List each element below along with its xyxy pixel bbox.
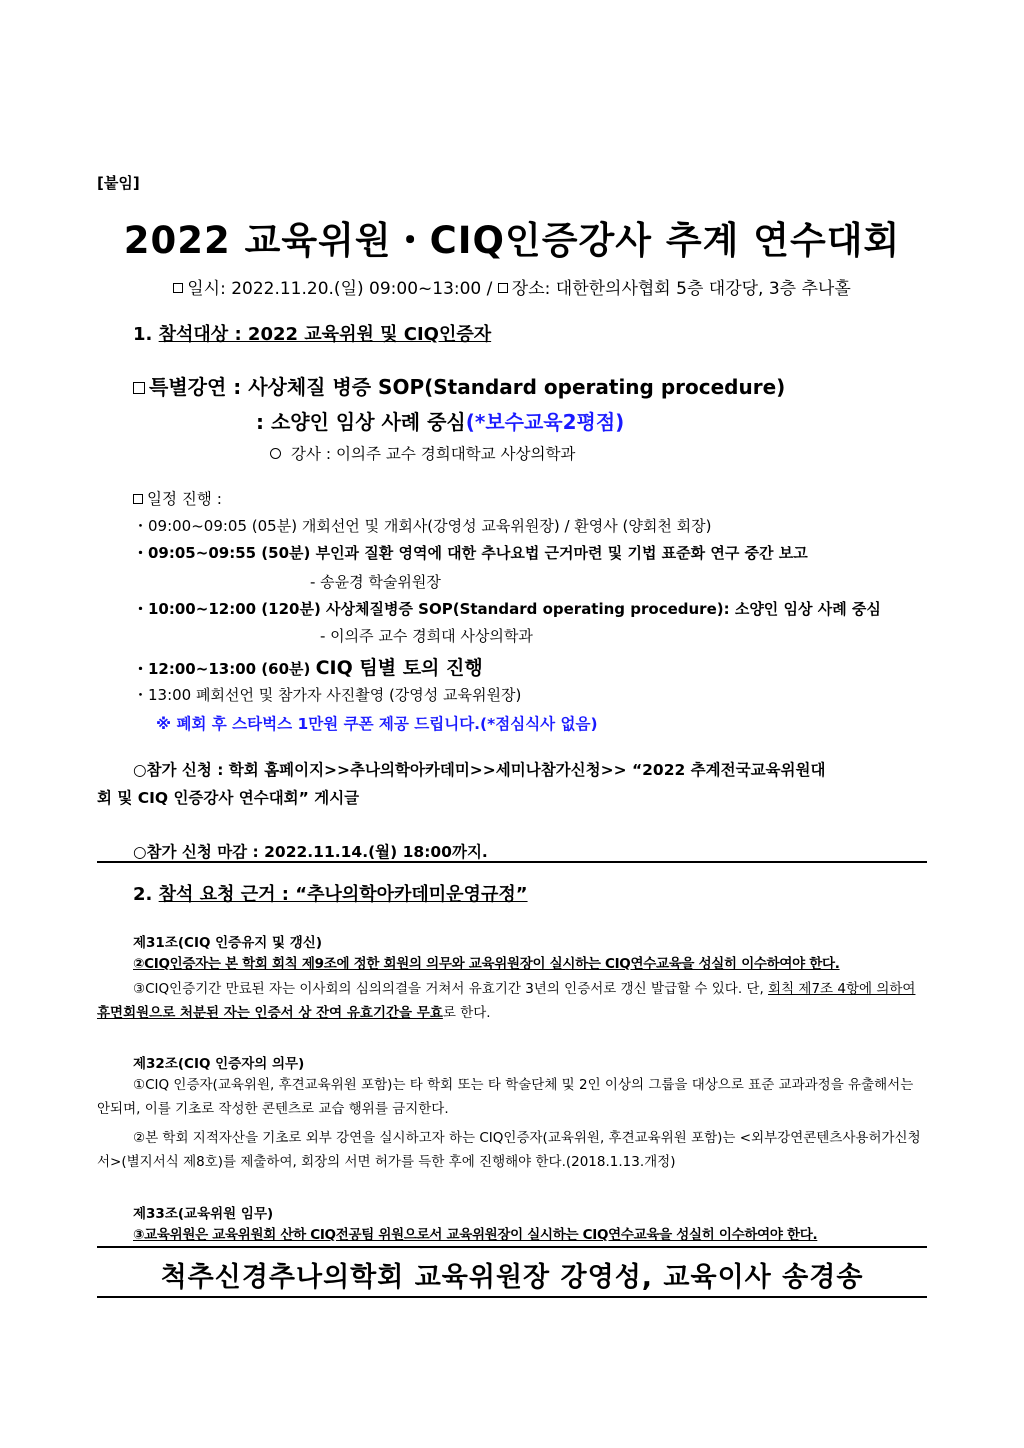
section2-title: 참석 요청 근거 : “추나의학아카데미운영규정” — [158, 884, 528, 905]
schedule-item: ・10:00~12:00 (120분) 사상체질병증 SOP(Standard operating procedure): 소양인 임상 사례 중심 — [133, 600, 881, 618]
page-title: 2022 교육위원・CIQ인증강사 추계 연수대회 — [123, 219, 901, 262]
schedule-heading-text: 일정 진행 : — [147, 490, 222, 508]
article31-p3e: 로 한다. — [442, 1005, 491, 1021]
article32-p1: ①CIQ 인증자(교육위원, 후견교육위원 포함)는 타 학회 또는 타 학술단체 및 2인 이상의 그룹을 대상으로 표준 교과과정을 유출해서는 안되며, 이를 기초로 작성한 콘텐츠로 교습 행위를 금지한다. — [97, 1077, 914, 1117]
special-lecture-title: 특별강연 : 사상체질 병증 SOP(Standard operating procedure) — [149, 375, 786, 399]
article32-p2: ②본 학회 지적자산을 기초로 외부 강연을 실시하고자 하는 CIQ인증자(교육위원, 후견교육위원 포함)는 <외부강연콘텐츠사용허가신청서>(별지서식 제8호)를 제출하여, 회장의 서면 허가를 득한 후에 진행해야 한다.(2018.1.13.개정) — [97, 1130, 921, 1170]
section1-number: 1. — [133, 324, 159, 345]
checkbox-icon — [498, 283, 508, 293]
checkbox-icon — [133, 382, 145, 394]
article31-p3b: 회칙 제7조 4항에 의하여 — [768, 981, 916, 997]
circle-bullet-icon — [270, 448, 281, 459]
article31-p2-text: ②CIQ인증자는 본 학회 회칙 제9조에 정한 회원의 의무와 교육위원장이 실시하는 CIQ연수교육을 성실히 이수하여야 한다. — [133, 956, 840, 972]
special-lecture-line2 — [256, 406, 624, 435]
article31-title: 제31조(CIQ 인증유지 및 갱신) — [133, 935, 323, 951]
event-date: 일시: 2022.11.20.(일) 09:00~13:00 / — [187, 279, 498, 299]
apply-deadline: ○참가 신청 마감 : 2022.11.14.(월) 18:00까지. — [133, 843, 488, 861]
footer-signature: 척추신경추나의학회 교육위원장 강영성, 교육이사 송경송 — [160, 1262, 864, 1293]
event-place: 장소: 대한한의사협회 5층 대강당, 3층 추나홀 — [511, 279, 851, 299]
section2-number: 2. — [133, 884, 159, 905]
divider — [97, 1296, 927, 1298]
apply-line2: 회 및 CIQ 인증강사 연수대회” 게시글 — [97, 789, 360, 807]
schedule-presenter: - 이의주 교수 경희대 사상의학과 — [320, 627, 533, 645]
section1-title: 참석대상 : 2022 교육위원 및 CIQ인증자 — [158, 324, 492, 345]
schedule-item: ・09:05~09:55 (50분) 부인과 질환 영역에 대한 추나요법 근거마련 및 기법 표준화 연구 중간 보고 — [133, 544, 808, 562]
schedule-activity: CIQ 팀별 토의 진행 — [315, 657, 483, 679]
article33-p3-text: ③교육위원은 교육위원회 산하 CIQ전공팀 위원으로서 교육위원장이 실시하는 CIQ연수교육을 성실히 이수하여야 한다. — [133, 1227, 818, 1243]
divider — [97, 861, 927, 863]
schedule-item: ・13:00 폐회선언 및 참가자 사진촬영 (강영성 교육위원장) — [133, 686, 522, 704]
schedule-heading — [133, 487, 222, 509]
schedule-item — [133, 653, 483, 680]
article31-p3 — [97, 977, 927, 1025]
apply-line1: ○참가 신청 : 학회 홈페이지>>추나의학아카데미>>세미나참가신청>> “2022 추계전국교육위원대 — [133, 761, 826, 779]
special-lecture-line1 — [133, 371, 785, 400]
article32-title: 제32조(CIQ 인증자의 의무) — [133, 1056, 305, 1072]
lecturer-line — [270, 442, 575, 464]
schedule-item: ・09:00~09:05 (05분) 개회선언 및 개회사(강영성 교육위원장) / 환영사 (양회천 회장) — [133, 517, 712, 535]
divider — [97, 1246, 927, 1248]
schedule-presenter: - 송윤경 학술위원장 — [310, 573, 441, 591]
attachment-label: [붙임] — [97, 174, 140, 192]
event-info — [0, 274, 1024, 299]
article33-title: 제33조(교육위원 임무) — [133, 1206, 274, 1222]
section2-heading — [133, 880, 528, 906]
checkbox-icon — [173, 283, 183, 293]
article33-p3 — [97, 1223, 927, 1247]
article31-p3d: 휴면회원으로 처분된 자는 인증서 상 잔여 유효기간을 무효 — [97, 1005, 443, 1021]
special-lecture-subtitle: : 소양인 임상 사례 중심 — [256, 410, 466, 434]
section1-heading — [133, 320, 491, 346]
checkbox-icon — [133, 494, 143, 504]
notice-text: ※ 폐회 후 스타벅스 1만원 쿠폰 제공 드립니다.(*점심식사 없음) — [156, 715, 598, 733]
schedule-time: ・12:00~13:00 (60분) — [133, 660, 316, 678]
article31-p3a: ③CIQ인증기간 만료된 자는 이사회의 심의의결을 거쳐서 유효기간 3년의 인증서로 갱신 발급할 수 있다. 단, — [133, 981, 769, 997]
credit-note: (*보수교육2평점) — [465, 410, 625, 434]
lecturer-text: 강사 : 이의주 교수 경희대학교 사상의학과 — [291, 445, 576, 463]
article31-p2 — [97, 952, 927, 976]
